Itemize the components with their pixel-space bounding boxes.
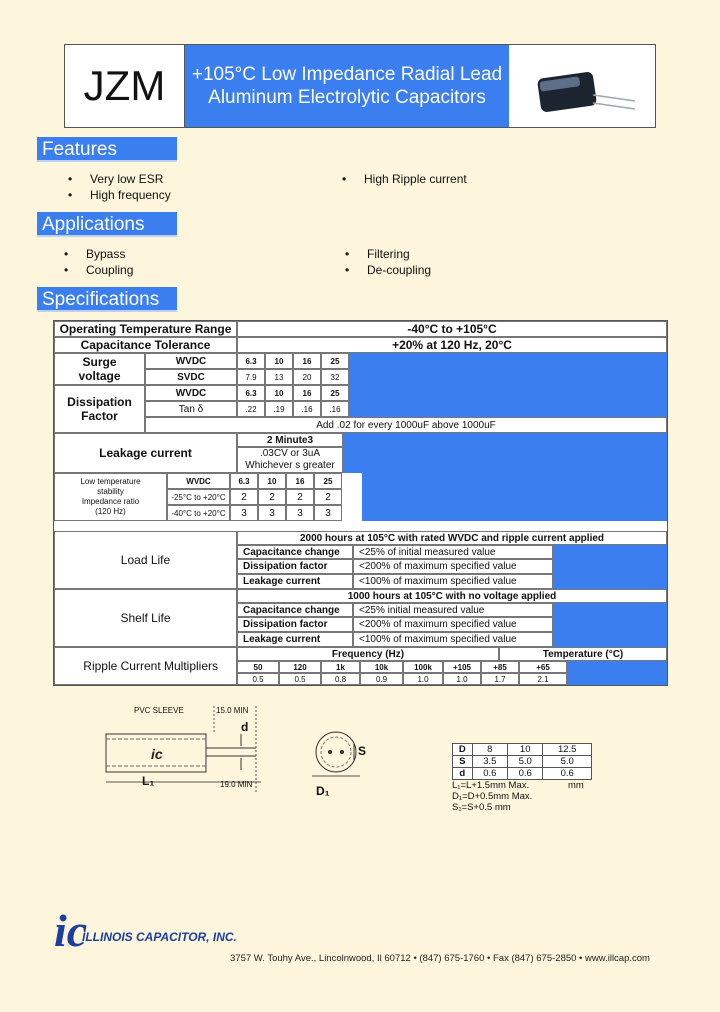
wvdc-cell: 25 (321, 353, 349, 369)
freq-value: 0.5 (279, 673, 321, 685)
blue-fill (553, 545, 667, 589)
title-line-1: +105°C Low Impedance Radial Lead (191, 64, 503, 85)
leak-time: 2 Minute3 (237, 433, 343, 447)
tan-cell: .22 (237, 401, 265, 417)
dim-cell: 0.6 (472, 768, 507, 780)
dim-note: S₁=S+0.5 mm (452, 802, 511, 813)
company-name: ILLINOIS CAPACITOR, INC. (82, 930, 237, 944)
df-wvdc-cell: 6.3 (237, 385, 265, 401)
list-item: • Very low ESR (68, 172, 164, 186)
op-temp-label: Operating Temperature Range (54, 321, 237, 337)
ripple-label: Ripple Current Multipliers (54, 647, 237, 685)
min19-label: 19.0 MIN (220, 780, 253, 789)
shelf-value: <100% of maximum specified value (353, 632, 553, 647)
leak-value: .03CV or 3uA Whichever s greater (237, 447, 343, 473)
freq-head: 1k (321, 661, 360, 673)
dim-unit: mm (568, 780, 584, 791)
temp-head: +65 (519, 661, 567, 673)
svdc-cell: 13 (265, 369, 293, 385)
freq-head: 50 (237, 661, 279, 673)
temp-head: +85 (481, 661, 519, 673)
list-item: • Bypass (64, 247, 126, 261)
dimension-drawing (96, 704, 396, 804)
df-wvdc-cell: 16 (293, 385, 321, 401)
lt-row2-cell: 3 (230, 505, 258, 521)
list-item: • Coupling (64, 263, 134, 277)
title-line-2: Aluminum Electrolytic Capacitors (208, 87, 486, 108)
header-box (64, 44, 656, 128)
df-wvdc-label: WVDC (145, 385, 237, 401)
dim-note: L₁=L+1.5mm Max. (452, 780, 530, 791)
svdc-label: SVDC (145, 369, 237, 385)
series-code: JZM (65, 45, 185, 127)
shelf-life-label: Shelf Life (54, 589, 237, 647)
load-life-cond: 2000 hours at 105°C with rated WVDC and ripple current applied (237, 531, 667, 545)
dim-cell: 0.6 (543, 768, 592, 780)
temp-value: 2.1 (519, 673, 567, 685)
list-item: • Filtering (345, 247, 410, 261)
lt-wvdc-cell: 16 (286, 473, 314, 489)
dim-cell: 3.5 (472, 756, 507, 768)
df-label: Dissipation Factor (54, 385, 145, 433)
freq-label: Frequency (Hz) (237, 647, 499, 661)
lt-row1-cell: 2 (286, 489, 314, 505)
tan-label: Tan δ (145, 401, 237, 417)
freq-head: 120 (279, 661, 321, 673)
shelf-key: Capacitance change (237, 603, 353, 617)
freq-value: 0.9 (360, 673, 403, 685)
dim-cell: d (453, 768, 473, 780)
df-wvdc-cell: 25 (321, 385, 349, 401)
shelf-key: Dissipation factor (237, 617, 353, 632)
freq-value: 1.0 (403, 673, 443, 685)
freq-head: 100k (403, 661, 443, 673)
freq-value: 0.8 (321, 673, 360, 685)
svg-text:ic: ic (151, 746, 163, 762)
section-applications: Applications (37, 212, 177, 237)
page-title (185, 45, 509, 127)
blue-fill (567, 661, 667, 685)
temp-value: 1.7 (481, 673, 519, 685)
life-value: <200% of maximum specified value (353, 559, 553, 574)
lt-wvdc-cell: 25 (314, 473, 342, 489)
lt-wvdc-cell: 6.3 (230, 473, 258, 489)
svdc-cell: 32 (321, 369, 349, 385)
dim-notes (452, 780, 592, 813)
list-item: • High frequency (68, 188, 171, 202)
wvdc-cell: 16 (293, 353, 321, 369)
lt-row2-cell: 3 (286, 505, 314, 521)
blue-fill (349, 353, 667, 417)
l1-label: L₁ (142, 774, 155, 788)
temp-label: Temperature (°C) (499, 647, 667, 661)
capacitor-image (509, 45, 655, 127)
min15-label: 15.0 MIN (216, 706, 249, 715)
life-key: Capacitance change (237, 545, 353, 559)
temp-value: 1.0 (443, 673, 481, 685)
blue-fill (362, 473, 667, 521)
list-item: • High Ripple current (342, 172, 467, 186)
section-features: Features (37, 137, 177, 162)
lt-row2-cell: 3 (314, 505, 342, 521)
d1-label: D₁ (316, 784, 330, 798)
lt-row1-label: -25°C to +20°C (167, 489, 230, 505)
lt-row1-cell: 2 (230, 489, 258, 505)
dimension-table (452, 743, 592, 813)
svdc-cell: 7.9 (237, 369, 265, 385)
lt-wvdc-cell: 10 (258, 473, 286, 489)
df-wvdc-cell: 10 (265, 385, 293, 401)
tan-cell: .19 (265, 401, 293, 417)
shelf-value: <25% initial measured value (353, 603, 553, 617)
cap-tol-value: +20% at 120 Hz, 20°C (237, 337, 667, 353)
pvc-label: PVC SLEEVE (134, 706, 184, 715)
blue-fill (553, 603, 667, 647)
cap-tol-label: Capacitance Tolerance (54, 337, 237, 353)
d-label: d (241, 720, 249, 734)
lt-wvdc-label: WVDC (167, 473, 230, 489)
dim-cell: 0.6 (508, 768, 543, 780)
s-label: S (358, 744, 367, 758)
wvdc-cell: 10 (265, 353, 293, 369)
dim-cell: 5.0 (543, 756, 592, 768)
dim-head: 10 (508, 744, 543, 756)
lt-row1-cell: 2 (314, 489, 342, 505)
shelf-value: <200% of maximum specified value (353, 617, 553, 632)
svdc-cell: 20 (293, 369, 321, 385)
footer-address: 3757 W. Touhy Ave., Lincolnwood, Il 60712 • (847) 675-1760 • Fax (847) 675-2850 • www.illcap.com (230, 953, 650, 964)
freq-head: 10k (360, 661, 403, 673)
load-life-label: Load Life (54, 531, 237, 589)
temp-head: +105 (443, 661, 481, 673)
dim-head: 8 (472, 744, 507, 756)
tan-cell: .16 (321, 401, 349, 417)
list-item: • De-coupling (345, 263, 432, 277)
dim-note: D₁=D+0.5mm Max. (452, 791, 533, 802)
life-key: Dissipation factor (237, 559, 353, 574)
life-value: <25% of initial measured value (353, 545, 553, 559)
life-value: <100% of maximum specified value (353, 574, 553, 589)
svg-text:ic: ic (54, 905, 88, 952)
dim-head: 12.5 (543, 744, 592, 756)
wvdc-cell: 6.3 (237, 353, 265, 369)
freq-value: 0.5 (237, 673, 279, 685)
dim-head: D (453, 744, 473, 756)
spec-table (53, 320, 668, 686)
leak-label: Leakage current (54, 433, 237, 473)
dim-cell: S (453, 756, 473, 768)
blue-fill (343, 433, 667, 473)
lt-row1-cell: 2 (258, 489, 286, 505)
lt-label: Low temperature stability Impedance ratio (120 Hz) (54, 473, 167, 521)
lt-row2-label: -40°C to +20°C (167, 505, 230, 521)
shelf-life-cond: 1000 hours at 105°C with no voltage applied (237, 589, 667, 603)
shelf-key: Leakage current (237, 632, 353, 647)
company-logo (54, 902, 254, 952)
df-note: Add .02 for every 1000uF above 1000uF (145, 417, 667, 433)
wvdc-label: WVDC (145, 353, 237, 369)
section-specifications: Specifications (37, 287, 177, 312)
op-temp-value: -40°C to +105°C (237, 321, 667, 337)
lt-row2-cell: 3 (258, 505, 286, 521)
tan-cell: .16 (293, 401, 321, 417)
dim-cell: 5.0 (508, 756, 543, 768)
surge-label: Surge voltage (54, 353, 145, 385)
life-key: Leakage current (237, 574, 353, 589)
